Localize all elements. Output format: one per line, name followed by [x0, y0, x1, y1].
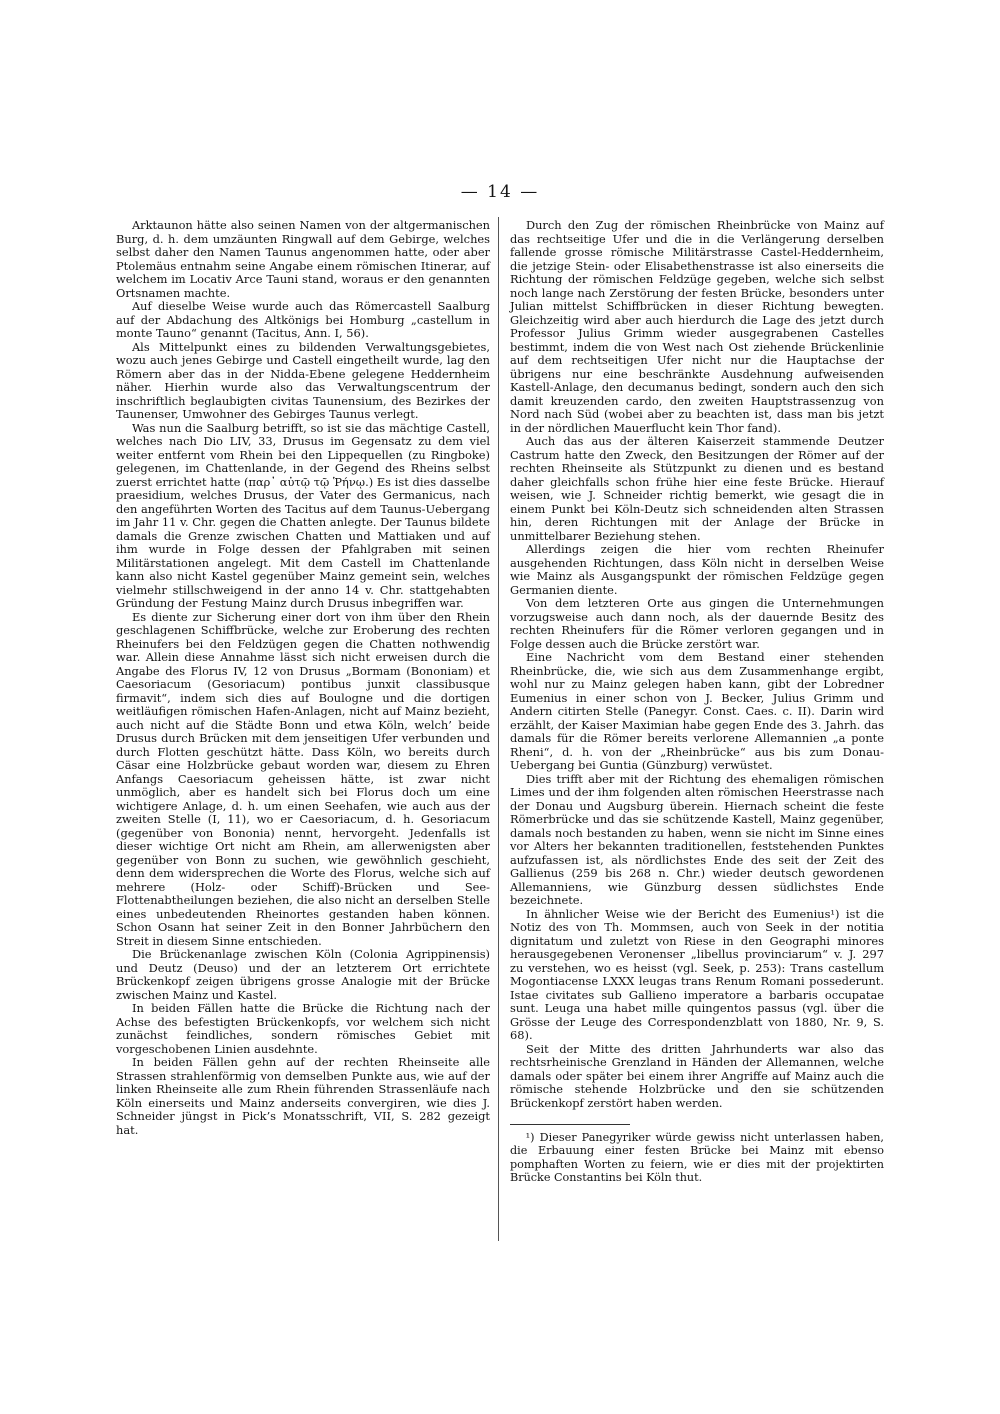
paragraph: In ähnlicher Weise wie der Bericht des Eumenius¹) ist die Notiz des von Th. Mommsen, auch von Seek in der notitia dignitatum und zuletzt von Riese in den Geographi minores herausgegebenen Veronenser „libellus provinciarum“ v. J. 297 zu verstehen, wo es heisst (vgl. Seek, p. 253): Trans castellum Mogontiacense LXXX leugas trans Renum Romani possederunt. Istae civitates sub Gallieno imperatore a barbaris occupatae sunt. Leuga una habet mille quingentos passus (vgl. über die Grösse der Leuge des Correspondenzblatt von 1880, Nr. 9, S. 68).	[510, 906, 884, 1042]
paragraph: Auf dieselbe Weise wurde auch das Römercastell Saalburg auf der Abdachung des Altkönigs bei Homburg „castellum in monte Tauno“ genannt (Tacitus, Ann. I, 56).	[116, 299, 490, 340]
paragraph: Von dem letzteren Orte aus gingen die Unternehmungen vorzugsweise auch dann noch, als der dauernde Besitz des rechten Rheinufers für die Römer verloren gegangen und in Folge dessen auch die Brücke zerstört war.	[510, 596, 884, 651]
footnote-rule	[510, 1124, 630, 1125]
footnote-text: ¹) Dieser Panegyriker würde gewiss nicht unterlassen haben, die Erbauung einer festen Brücke bei Mainz mit ebenso pomphaften Worten zu feiern, wie er dies mit der projektirten Brücke Constantins bei Köln thut.	[510, 1131, 884, 1184]
paragraph: Durch den Zug der römischen Rheinbrücke von Mainz auf das rechtseitige Ufer und die in die Verlängerung derselben fallende grosse römische Militärstrasse Castel-Heddernheim, die jetzige Stein- oder Elisabethenstrasse ist also einerseits die Richtung der römischen Feldzüge gegeben, welche sich selbst noch lange nach Zerstörung der festen Brücke, besonders unter Julian mittelst Schiffbrücken in dieser Richtung bewegten. Gleichzeitig wird aber auch hierdurch die Lage des jetzt durch Professor Julius Grimm wieder ausgegrabenen Castelles bestimmt, indem die von West nach Ost ziehende Brückenlinie auf dem rechtseitigen Ufer nicht nur die Hauptachse der übrigens nur eine beschränkte Ausdehnung aufweisenden Kastell-Anlage, den decumanus bedingt, sondern auch den sich damit kreuzenden cardo, den zweiten Hauptstrassenzug von Nord nach Süd (wobei aber zu beachten ist, dass man bis jetzt in der nördlichen Mauerflucht kein Thor fand).	[510, 218, 884, 435]
paragraph: Als Mittelpunkt eines zu bildenden Verwaltungsgebietes, wozu auch jenes Gebirge und Castell eingetheilt wurde, lag den Römern aber das in der Nidda-Ebene gelegene Heddernheim näher. Hierhin wurde also das Verwaltungscentrum der inschriftlich beglaubigten civitas Taunensium, des Bezirkes der Taunenser, Umwohner des Gebirges Taunus verlegt.	[116, 339, 490, 421]
right-column	[510, 219, 884, 1184]
paragraph: Allerdings zeigen die hier vom rechten Rheinufer ausgehenden Richtungen, dass Köln nicht in derselben Weise wie Mainz als Ausgangspunkt der römischen Feldzüge gegen Germanien diente.	[510, 542, 884, 597]
paragraph: In beiden Fällen gehn auf der rechten Rheinseite alle Strassen strahlenförmig von demselben Punkte aus, wie auf der linken Rheinseite alle zum Rhein führenden Strassenläufe nach Köln einerseits und Mainz anderseits convergiren, wie dies J. Schneider jüngst in Pick’s Monatsschrift, VII, S. 282 gezeigt hat.	[116, 1055, 490, 1137]
paragraph: Eine Nachricht vom dem Bestand einer stehenden Rheinbrücke, die, wie sich aus dem Zusammenhange ergibt, wohl nur zu Mainz gelegen haben kann, gibt der Lobredner Eumenius in einer schon von J. Becker, Julius Grimm und Andern citirten Stelle (Panegyr. Const. Caes. c. II). Darin wird erzählt, der Kaiser Maximian habe gegen Ende des 3. Jahrh. das damals für die Römer bereits verlorene Allemannien „a ponte Rheni“, d. h. von der „Rheinbrücke“ aus bis zum Donau-Uebergang bei Guntia (Günzburg) verwüstet.	[510, 650, 884, 772]
paragraph: Was nun die Saalburg betrifft, so ist sie das mächtige Castell, welches nach Dio LIV, 33, Drusus im Gegensatz zu dem viel weiter entfernt vom Rhein bei den Lippequellen (zu Ringboke) gelegenen, im Chattenlande, in der Gegend des Rheins selbst zuerst errichtet hatte (παρ᾽ αὐτῷ τῷ Ῥήνῳ.) Es ist dies dasselbe praesidium, welches Drusus, der Vater des Germanicus, nach den angeführten Worten des Tacitus auf dem Taunus-Uebergang im Jahr 11 v. Chr. gegen die Chatten anlegte. Der Taunus bildete damals die Grenze zwischen Chatten und Mattiaken und auf ihm wurde in Folge dessen der Pfahlgraben mit seinen Militärstationen angelegt. Mit dem Castell im Chattenlande kann also nicht Kastel gegenüber Mainz gemeint sein, welches vielmehr stillschweigend in der anno 14 v. Chr. stattgehabten Gründung der Festung Mainz durch Drusus inbegriffen war.	[116, 420, 490, 610]
paragraph: Die Brückenanlage zwischen Köln (Colonia Agrippinensis) und Deutz (Deuso) und der an letzterem Ort errichtete Brückenkopf zeigen übrigens grosse Analogie mit der Brücke zwischen Mainz und Kastel.	[116, 947, 490, 1002]
paragraph: Auch das aus der älteren Kaiserzeit stammende Deutzer Castrum hatte den Zweck, den Besitzungen der Römer auf der rechten Rheinseite als Stützpunkt zu dienen und es bestand daher gleichfalls schon frühe hier eine feste Brücke. Hierauf weisen, wie J. Schneider richtig bemerkt, wie gesagt die in einem Punkt bei Köln-Deutz sich schneidenden alten Strassen hin, deren Richtungen mit der Anlage der Brücke in unmittelbarer Beziehung stehen.	[510, 434, 884, 543]
paragraph: Arktaunon hätte also seinen Namen von der altgermanischen Burg, d. h. dem umzäunten Ringwall auf dem Gebirge, welches selbst daher den Namen Taunus angenommen hatte, oder aber Ptolemäus entnahm seine Angabe einem römischen Itinerar, auf welchem im Locativ Arce Tauni stand, woraus er den genannten Ortsnamen machte.	[116, 218, 490, 300]
column-divider	[498, 217, 499, 1241]
left-column	[116, 219, 490, 1137]
footnote	[510, 1131, 884, 1184]
paragraph: In beiden Fällen hatte die Brücke die Richtung nach der Achse des befestigten Brückenkopfs, vor welchem sich nicht zunächst feindliches, sondern römisches Gebiet mit vorgeschobenen Linien ausdehnte.	[116, 1001, 490, 1056]
paragraph: Seit der Mitte des dritten Jahrhunderts war also das rechtsrheinische Grenzland in Händen der Allemannen, welche damals oder später bei einem ihrer Angriffe auf Mainz auch die römische stehende Holzbrücke und den sie schützenden Brückenkopf zerstört haben werden.	[510, 1041, 884, 1110]
page-number: — 14 —	[460, 182, 540, 202]
paragraph: Es diente zur Sicherung einer dort von ihm über den Rhein geschlagenen Schiffbrücke, welche zur Eroberung des rechten Rheinufers bei den Feldzügen gegen die Chatten nothwendig war. Allein diese Annahme lässt sich nicht erweisen durch die Angabe des Florus IV, 12 von Drusus „Bormam (Bononiam) et Caesoriacum (Gesoriacum) pontibus junxit classibusque firmavit“, indem sich dies auf Boulogne und die dortigen weitläufigen römischen Hafen-Anlagen, nicht auf Mainz bezieht, auch nicht auf die Städte Bonn und etwa Köln, welch’ beide Drusus durch Brücken mit dem jenseitigen Ufer verbunden und durch Flotten geschützt hätte. Dass Köln, wo bereits durch Cäsar eine Holzbrücke gebaut worden war, diesem zu Ehren Anfangs Caesoriacum geheissen hätte, ist zwar nicht unmöglich, aber es handelt sich bei Florus doch um eine wichtigere Anlage, d. h. um einen Seehafen, wie auch aus der zweiten Stelle (I, 11), wo er Caesoriacum, d. h. Gesoriacum (gegenüber von Bononia) nennt, hervorgeht. Jedenfalls ist dieser wichtige Ort nicht am Rhein, am allerwenigsten aber gegenüber von Bonn zu suchen, wie gewöhnlich geschieht, denn dem widersprechen die Worte des Florus, welche sich auf mehrere (Holz- oder Schiff)-Brücken und See-Flottenabtheilungen beziehen, die also nicht an derselben Stelle eines unbedeutenden Rheinortes gestanden haben können. Schon Osann hat seiner Zeit in den Bonner Jahrbüchern den Streit in diesem Sinne entschieden.	[116, 609, 490, 948]
paragraph: Dies trifft aber mit der Richtung des ehemaligen römischen Limes und der ihm folgenden alten römischen Heerstrasse nach der Donau und Augsburg überein. Hiernach scheint die feste Römerbrücke und das sie schützende Kastell, Mainz gegenüber, damals noch bestanden zu haben, wenn sie nicht im Sinne eines vor Alters her bekannten traditionellen, feststehenden Punktes aufzufassen ist, als nördlichstes Ende des seit der Zeit des Gallienus (259 bis 268 n. Chr.) wieder deutsch gewordenen Allemanniens, wie Günzburg dessen südlichstes Ende bezeichnete.	[510, 771, 884, 907]
